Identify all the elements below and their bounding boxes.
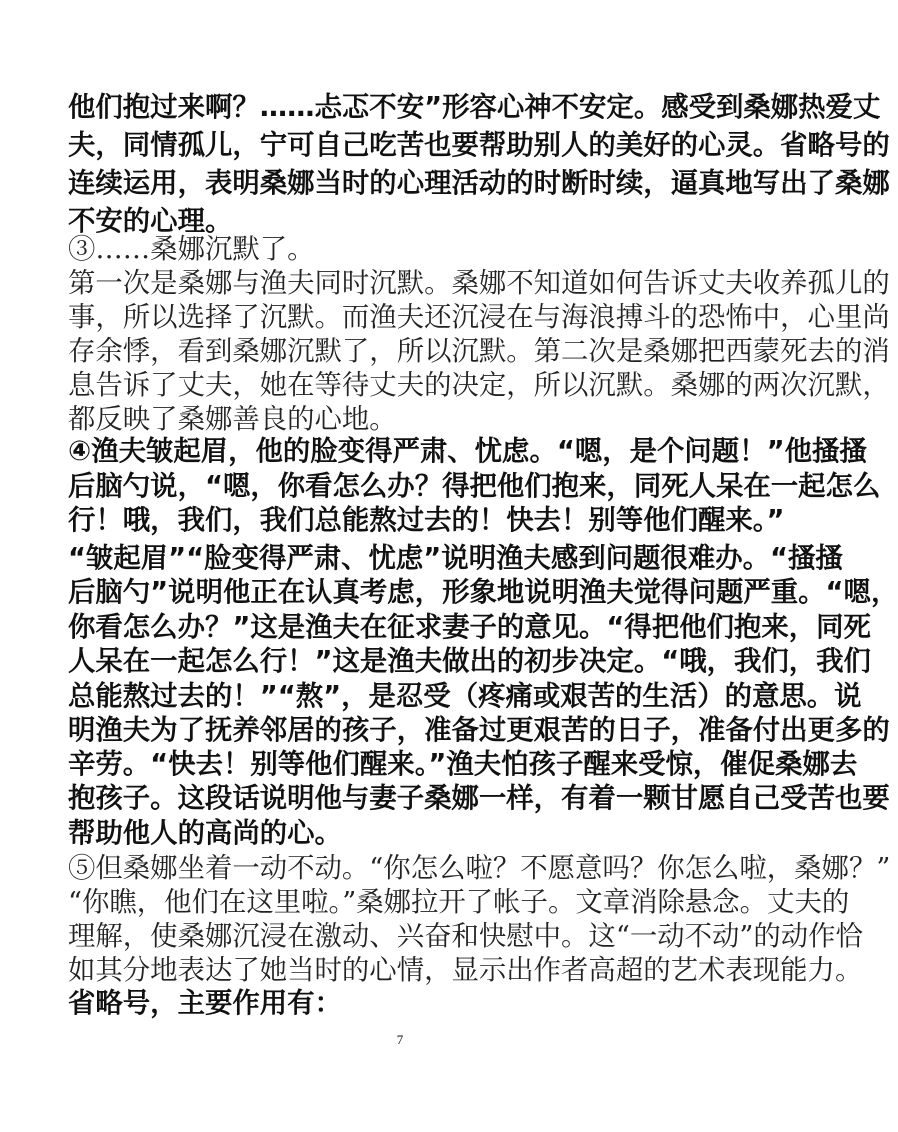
text-line: 总能熬过去的！”“熬”，是忍受（疼痛或艰苦的生活）的意思。说 [68,681,862,712]
text-line: 后脑勺”说明他正在认真考虑，形象地说明渔夫觉得问题严重。“嗯， [68,577,898,608]
text-line: ③……桑娜沉默了。 [68,234,315,265]
text-line: 帮助他人的高尚的心。 [68,818,342,849]
text-line: 抱孩子。这段话说明他与妻子桑娜一样，有着一颗甘愿自己受苦也要 [68,783,890,814]
text-line: ④渔夫皱起眉，他的脸变得严肃、忧虑。“嗯，是个问题！”他搔搔 [68,436,867,467]
text-line: 后脑勺说，“嗯，你看怎么办？得把他们抱来，同死人呆在一起怎么 [68,471,881,502]
text-line: 如其分地表达了她当时的心情，显示出作者高超的艺术表现能力。 [68,955,863,986]
text-line: “皱起眉”“脸变得严肃、忧虑”说明渔夫感到问题很难办。“搔搔 [68,543,843,574]
text-line: 连续运用，表明桑娜当时的心理活动的时断时续，逼真地写出了桑娜 [68,168,890,199]
text-line: 第一次是桑娜与渔夫同时沉默。桑娜不知道如何告诉丈夫收养孤儿的 [68,268,890,299]
text-line: 省略号，主要作用有： [68,988,342,1019]
text-line: 夫，同情孤儿，宁可自己吃苦也要帮助别人的美好的心灵。省略号的 [68,130,890,161]
text-line: 理解，使桑娜沉浸在激动、兴奋和快慰中。这“一动不动”的动作恰 [68,921,863,952]
text-line: 行！哦，我们，我们总能熬过去的！快去！别等他们醒来。” [68,505,785,536]
text-line: 人呆在一起怎么行！”这是渔夫做出的初步决定。“哦，我们，我们 [68,646,871,677]
text-line: ⑤但桑娜坐着一动不动。“你怎么啦？不愿意吗？你怎么啦，桑娜？” [68,853,891,884]
text-line: 他们抱过来啊？……忐忑不安”形容心神不安定。感受到桑娜热爱丈 [68,92,881,123]
page-number: 7 [396,1032,404,1047]
text-line: 存余悸，看到桑娜沉默了，所以沉默。第二次是桑娜把西蒙死去的消 [68,336,890,367]
text-line: 息告诉了丈夫，她在等待丈夫的决定，所以沉默。桑娜的两次沉默， [68,370,890,401]
text-line: “你瞧，他们在这里啦。”桑娜拉开了帐子。文章消除悬念。丈夫的 [68,887,850,918]
text-line: 都反映了桑娜善良的心地。 [68,404,397,435]
text-line: 事，所以选择了沉默。而渔夫还沉浸在与海浪搏斗的恐怖中，心里尚 [68,302,890,333]
text-line: 你看怎么办？”这是渔夫在征求妻子的意见。“得把他们抱来，同死 [68,612,871,643]
text-line: 明渔夫为了抚养邻居的孩子，准备过更艰苦的日子，准备付出更多的 [68,715,890,746]
text-line: 辛劳。“快去！别等他们醒来。”渔夫怕孩子醒来受惊，催促桑娜去 [68,749,858,780]
text-line: 不安的心理。 [68,206,233,237]
